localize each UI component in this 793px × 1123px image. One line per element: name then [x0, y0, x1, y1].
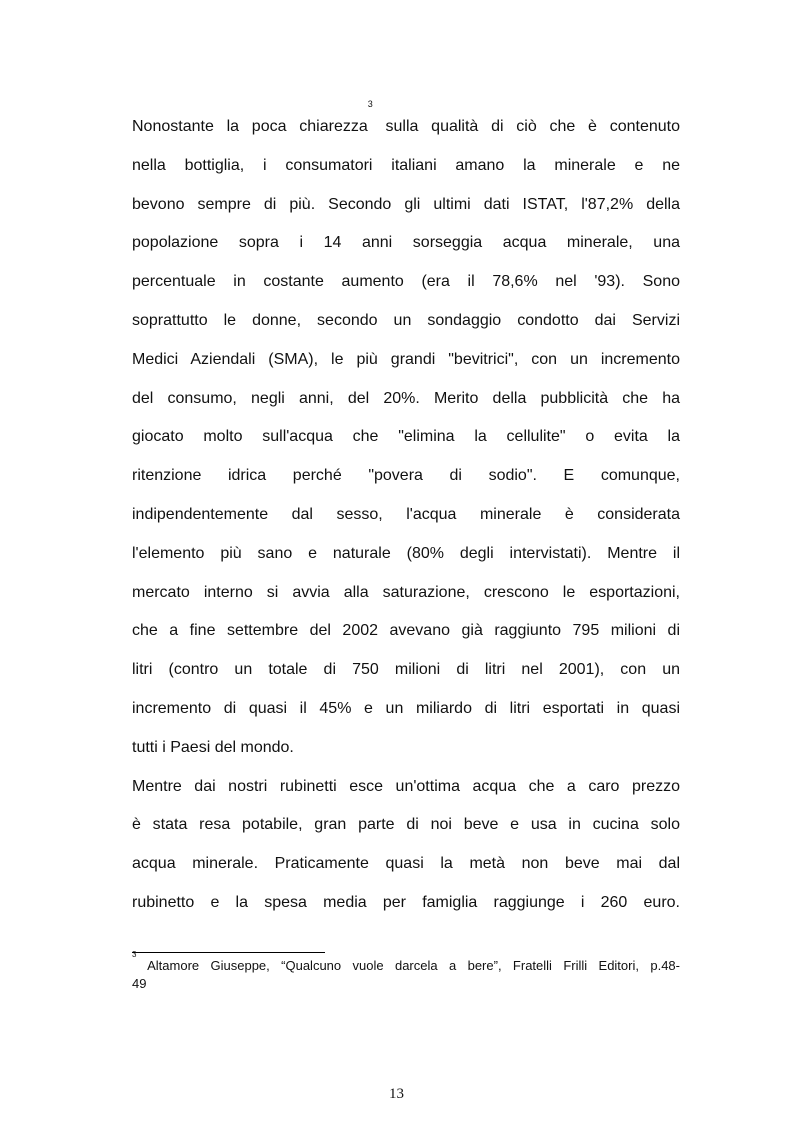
text-line: tutti i Paesi del mondo.	[132, 738, 294, 756]
page-number: 13	[389, 1086, 404, 1102]
text-line: bevono sempre di più. Secondo gli ultimi dati ISTAT, l'87,2% della	[132, 195, 680, 213]
text-line: Medici Aziendali (SMA), le più grandi "bevitrici", con un incremento	[132, 350, 680, 368]
footnote-divider	[132, 952, 325, 953]
text-line: giocato molto sull'acqua che "elimina la cellulite" o evita la	[132, 428, 680, 446]
text-line: incremento di quasi il 45% e un miliardo di litri esportati in quasi	[132, 699, 680, 717]
text-line: soprattutto le donne, secondo un sondaggio condotto dai Servizi	[132, 311, 680, 329]
text-line: mercato interno si avvia alla saturazione, crescono le esportazioni,	[132, 583, 680, 601]
paragraph-2	[132, 768, 680, 923]
text-line: del consumo, negli anni, del 20%. Merito della pubblicità che ha	[132, 389, 680, 407]
text-line: rubinetto e la spesa media per famiglia raggiunge i 260 euro.	[132, 893, 680, 911]
text-line: l'elemento più sano e naturale (80% degli intervistati). Mentre il	[132, 544, 680, 562]
footnote	[132, 950, 680, 993]
text-line: litri (contro un totale di 750 milioni di litri nel 2001), con un	[132, 661, 680, 679]
text-line: nella bottiglia, i consumatori italiani amano la minerale e ne	[132, 156, 680, 174]
footnote-line: $^3$ Altamore Giuseppe, “Qualcuno vuole darcela a bere”, Fratelli Frilli Editori, p.48-	[132, 950, 680, 973]
text-line: Mentre dai nostri rubinetti esce un'ottima acqua che a caro prezzo	[132, 777, 680, 795]
text-line: che a fine settembre del 2002 avevano già raggiunto 795 milioni di	[132, 622, 680, 640]
body-text	[132, 99, 680, 923]
footnote-marker: 3	[132, 950, 137, 959]
text-line: Nonostante la poca chiarezza$^3$ sulla qualità di ciò che è contenuto	[132, 99, 680, 135]
paragraph-1	[132, 99, 680, 768]
text-line: acqua minerale. Praticamente quasi la metà non beve mai dal	[132, 855, 680, 873]
text-line: indipendentemente dal sesso, l'acqua minerale è considerata	[132, 505, 680, 523]
text-line: popolazione sopra i 14 anni sorseggia acqua minerale, una	[132, 234, 680, 252]
text-line: percentuale in costante aumento (era il 78,6% nel '93). Sono	[132, 273, 680, 291]
text-line: ritenzione idrica perché "povera di sodio". E comunque,	[132, 467, 680, 485]
footnote-line: 49	[132, 976, 147, 991]
text-line: è stata resa potabile, gran parte di noi beve e usa in cucina solo	[132, 816, 680, 834]
footnote-reference[interactable]: 3	[367, 99, 373, 109]
